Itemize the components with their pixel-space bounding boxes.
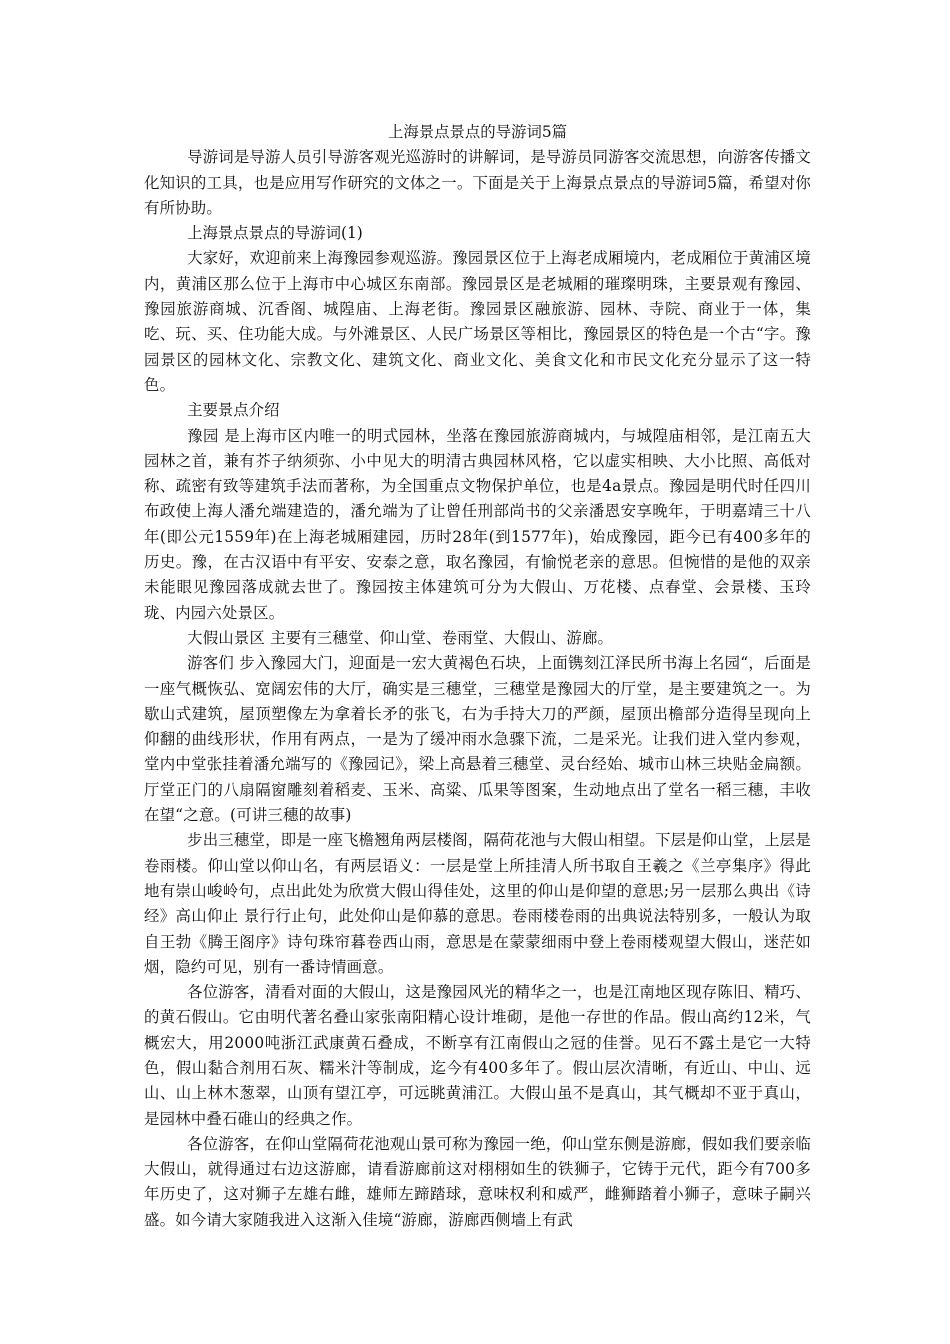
yangshan-hall-paragraph: 步出三穗堂，即是一座飞檐翘角两层楼阁，隔荷花池与大假山相望。下层是仰山堂，上层是卷雨楼。仰山堂以仰山名，有两层语义：一层是堂上所挂清人所书取自王羲之《兰亭集序》得此地有崇山峻岭句，点出此处为欣赏大假山得佳处，这里的仰山是仰望的意思;另一层那么典出《诗经》高山仰止 景行行止句，此处仰山是仰慕的意思。卷雨楼卷雨的出典说法特别多，一般认为取自王勃《腾王阁序》诗句珠帘暮卷西山雨，意思是在蒙蒙细雨中登上卷雨楼观望大假山，迷茫如烟，隐约可见，别有一番诗情画意。 — [144, 831, 811, 976]
welcome-paragraph: 大家好，欢迎前来上海豫园参观巡游。豫园景区位于上海老成厢境内，老成厢位于黄浦区境内，黄浦区那么位于上海市中心城区东南部。豫园景区是老城厢的璀璨明珠，主要景观有豫园、豫园旅游商城、沉香阁、城隍庙、上海老街。豫园景区融旅游、园林、寺院、商业于一体，集吃、玩、买、住功能大成。与外滩景区、人民广场景区等相比，豫园景区的特色是一个古“字。豫园景区的园林文化、宗教文化、建筑文化、商业文化、美食文化和市民文化充分显示了这一特色。 — [144, 249, 811, 394]
rockery-area-paragraph: 大假山景区 主要有三穗堂、仰山堂、卷雨堂、大假山、游廊。 — [187, 628, 614, 647]
document-page — [144, 120, 811, 1233]
yuyuan-paragraph: 豫园 是上海市区内唯一的明式园林，坐落在豫园旅游商城内，与城隍庙相邻，是江南五大园林之首，兼有芥子纳须弥、小中见大的明清古典园林风格，它以虚实相映、大小比照、高低对称、疏密有致等建筑手法而著称，为全国重点文物保护单位，也是4a景点。豫园是明代时任四川布政使上海人潘允端建造的，潘允端为了让曾任刑部尚书的父亲潘恩安享晚年，于明嘉靖三十八年(即公元1559年)在上海老城厢建园，历时28年(到1577年)，始成豫园，距今已有400多年的历史。豫，在古汉语中有平安、安泰之意，取名豫园，有愉悦老亲的意思。但惋惜的是他的双亲未能眼见豫园落成就去世了。豫园按主体建筑可分为大假山、万花楼、点春堂、会景楼、玉玲珑、内园六处景区。 — [144, 426, 811, 622]
sansui-hall-paragraph: 游客们 步入豫园大门，迎面是一宏大黄褐色石块，上面镌刻江泽民所书海上名园“，后面是一座气概恢弘、宽阔宏伟的大厅，确实是三穗堂，三穗堂是豫园大的厅堂，是主要建筑之一。为歇山式建筑，屋顶塑像左为拿着长矛的张飞，右为手持大刀的严颜，屋顶出檐部分造得呈现向上仰翻的曲线形状，作用有两点，一是为了缓冲雨水急骤下流，二是采光。让我们进入堂内参观，堂内中堂张挂着潘允端写的《豫园记》，梁上高悬着三穗堂、灵台经始、城市山林三块贴金扁额。厅堂正门的八扇隔窗雕刻着稻麦、玉米、高粱、瓜果等图案，生动地点出了堂名一稻三穗，丰收在望“之意。(可讲三穗的故事) — [144, 654, 811, 825]
document-title: 上海景点景点的导游词5篇 — [387, 123, 568, 141]
section-heading-attractions: 主要景点介绍 — [187, 401, 280, 420]
intro-paragraph: 导游词是导游人员引导游客观光巡游时的讲解词，是导游员同游客交流思想，向游客传播文化知识的工具，也是应用写作研究的文体之一。下面是关于上海景点景点的导游词5篇，希望对你有所协助。 — [144, 148, 811, 217]
great-rockery-paragraph: 各位游客，清看对面的大假山，这是豫园风光的精华之一，也是江南地区现存陈旧、精巧、的黄石假山。它由明代著名叠山家张南阳精心设计堆砌，是他一存世的作品。假山高约12米，气概宏大，用2000吨浙江武康黄石叠成，不断享有江南假山之冠的佳誉。见石不露土是它一大特色，假山黏合剂用石灰、糯米汁等制成，迄今有400多年了。假山层次清晰，有近山、中山、远山、山上林木葱翠，山顶有望江亭，可远眺黄浦江。大假山虽不是真山，其气概却不亚于真山，是园林中叠石碓山的经典之作。 — [144, 983, 811, 1128]
corridor-paragraph: 各位游客，在仰山堂隔荷花池观山景可称为豫园一绝，仰山堂东侧是游廊，假如我们要亲临大假山，就得通过右边这游廊，请看游廊前这对栩栩如生的铁狮子，它铸于元代，距今有700多年历史了，这对狮子左雄右雌，雄师左蹄踏球，意味权利和威严，雌狮踏着小狮子，意味子嗣兴盛。如今请大家随我进入这渐入佳境“游廊，游廊西侧墙上有武 — [144, 1134, 811, 1229]
section-heading-1: 上海景点景点的导游词(1) — [187, 224, 363, 243]
